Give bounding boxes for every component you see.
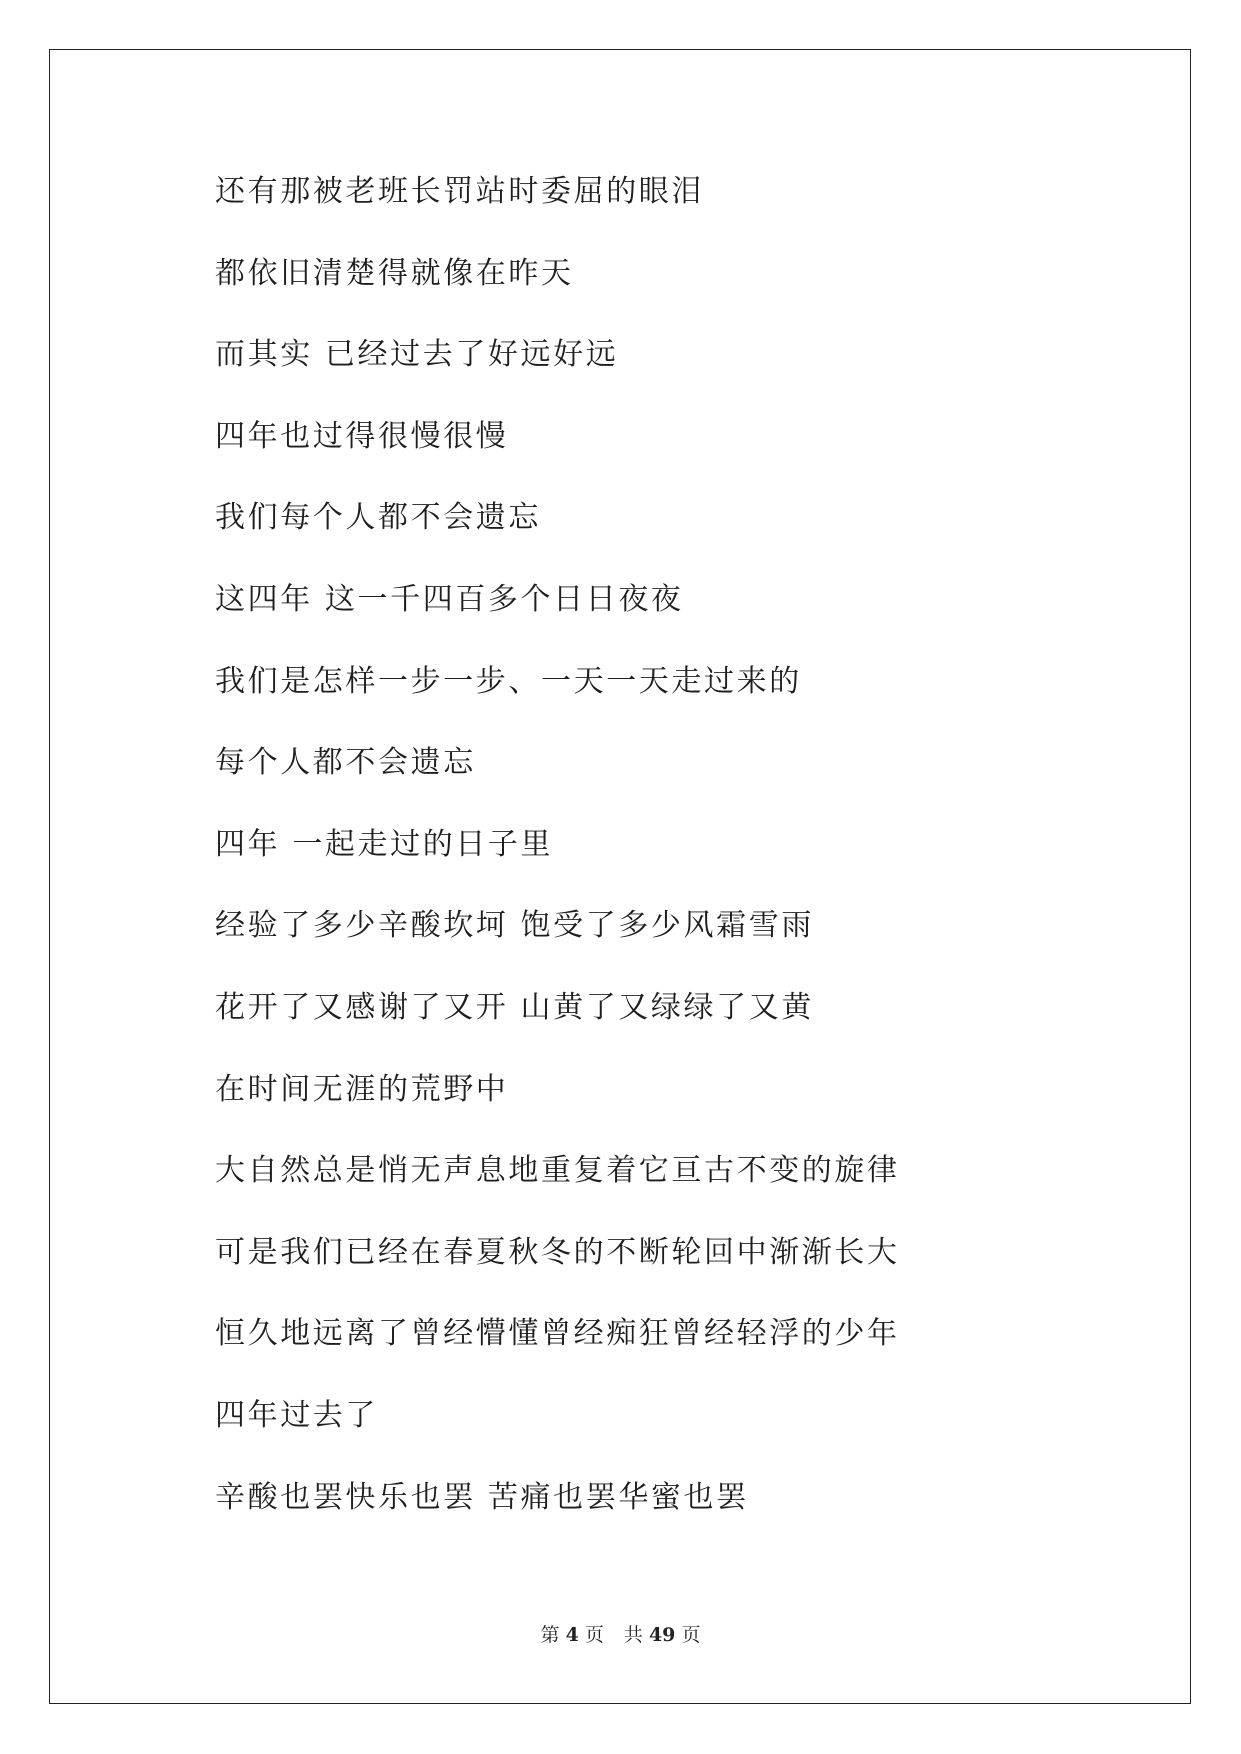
text-line: 四年也过得很慢很慢: [215, 418, 509, 454]
text-line: 四年过去了: [215, 1397, 378, 1433]
text-line: 恒久地远离了曾经懵懂曾经痴狂曾经轻浮的少年: [215, 1316, 900, 1352]
page-footer: [0, 1620, 1241, 1647]
text-line: 还有那被老班长罚站时委屈的眼泪: [215, 174, 704, 209]
total-pages: 49: [648, 1624, 676, 1646]
document-body: [215, 170, 900, 1557]
text-line: 辛酸也罢快乐也罢 苦痛也罢华蜜也罢: [215, 1479, 749, 1515]
page-suffix: 页: [584, 1624, 604, 1646]
text-line: 都依旧清楚得就像在昨天: [215, 255, 574, 291]
text-line: 花开了又感谢了又开 山黄了又绿绿了又黄: [215, 989, 814, 1025]
text-line: 而其实 已经过去了好远好远: [215, 337, 619, 373]
text-line: 每个人都不会遗忘: [215, 745, 476, 781]
text-line: 可是我们已经在春夏秋冬的不断轮回中渐渐长大: [215, 1234, 900, 1270]
text-line: 四年 一起走过的日子里: [215, 826, 554, 862]
text-line: 这四年 这一千四百多个日日夜夜: [215, 581, 684, 617]
page-number: 4: [565, 1624, 579, 1646]
text-line: 我们每个人都不会遗忘: [215, 500, 541, 536]
total-prefix: 共: [623, 1624, 643, 1646]
text-line: 大自然总是悄无声息地重复着它亘古不变的旋律: [215, 1153, 900, 1189]
total-suffix: 页: [681, 1624, 701, 1646]
text-line: 经验了多少辛酸坎坷 饱受了多少风霜雪雨: [215, 908, 814, 944]
text-line: 我们是怎样一步一步、一天一天走过来的: [215, 663, 802, 699]
text-line: 在时间无涯的荒野中: [215, 1071, 509, 1107]
page-prefix: 第: [540, 1624, 560, 1646]
